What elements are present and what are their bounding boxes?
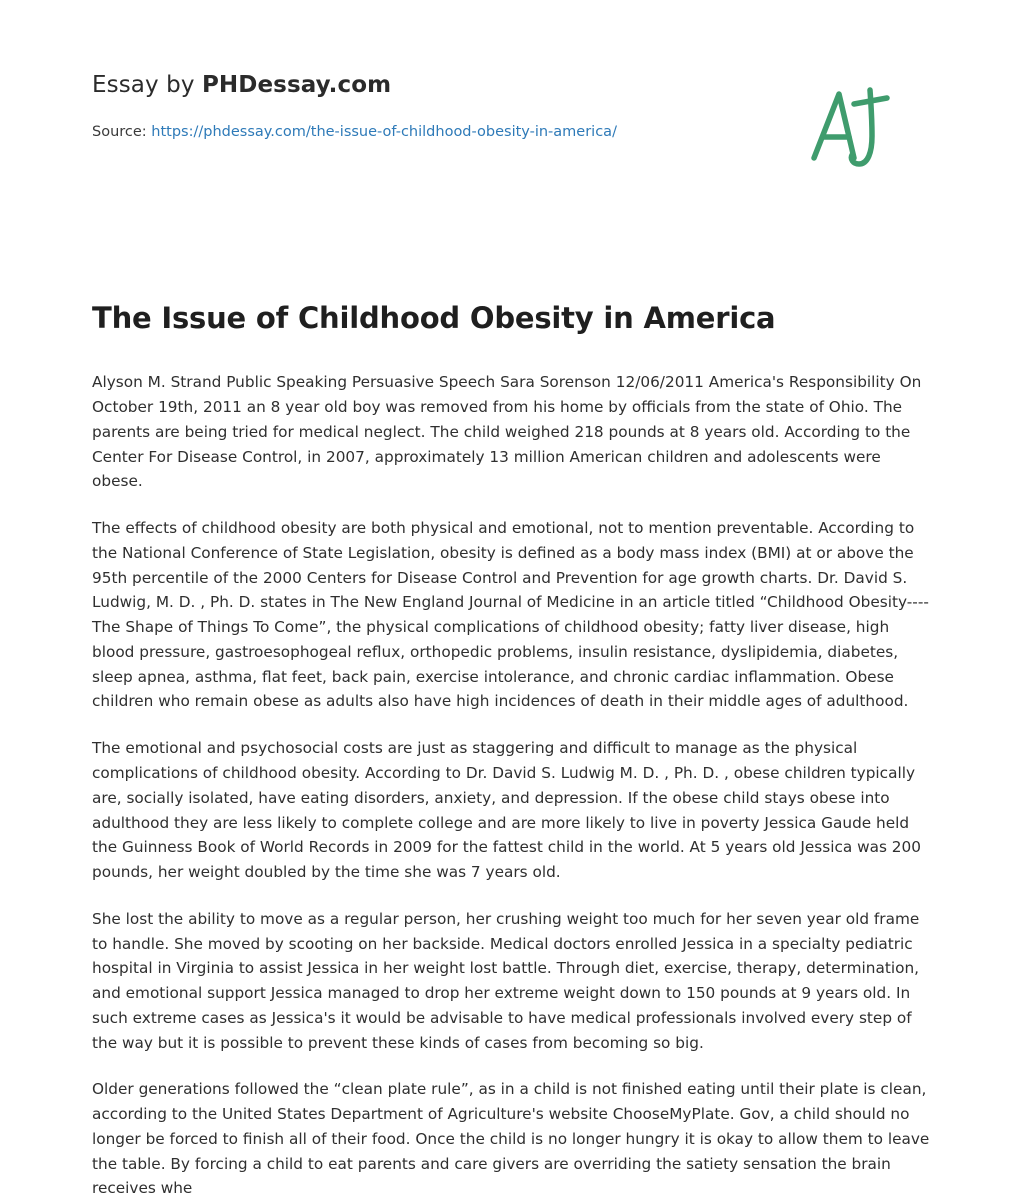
- source-label: Source:: [92, 124, 152, 140]
- brand-essay-label: Essay: [92, 72, 159, 98]
- document-header: [92, 72, 932, 192]
- phdessay-monogram-icon: [792, 74, 902, 184]
- brand-by-label: by: [158, 72, 202, 98]
- brand-site-label: PHDessay.com: [201, 72, 392, 98]
- paragraph: She lost the ability to move as a regular person, her crushing weight too much for her seven year old frame to handle. She moved by scooting on her backside. Medical doctors enrolled Jessica in a specialty pediatric hospital in Virginia to assist Jessica in her weight lost battle. Through diet, exercise, therapy, determination, and emotional support Jessica managed to drop her extreme weight down to 150 pounds at 9 years old. In such extreme cases as Jessica's it would be advisable to have medical professionals involved every step of the way but it is possible to prevent these kinds of cases from becoming so big.: [92, 909, 920, 1052]
- paragraph: The effects of childhood obesity are both physical and emotional, not to mention preventable. According to the National Conference of State Legislation, obesity is defined as a body mass index (BMI) at or above the 95th percentile of the 2000 Centers for Disease Control and Prevention for age growth charts. Dr. David S. Ludwig, M. D. , Ph. D. states in The New England Journal of Medicine in an article titled “Childhood Obesity---- The Shape of Things To Come”, the physical complications of childhood obesity; fatty liver disease, high blood pressure, gastroesophogeal reflux, orthopedic problems, insulin resistance, dyslipidemia, diabetes, sleep apnea, asthma, flat feet, back pain, exercise intolerance, and chronic cardiac inflammation. Obese children who remain obese as adults also have high incidences of death in their middle ages of adulthood.: [92, 519, 929, 711]
- page-title: The Issue of Childhood Obesity in America: [92, 301, 776, 335]
- article-body: [92, 370, 932, 1201]
- source-url-link[interactable]: https://phdessay.com/the-issue-of-childhood-obesity-in-america/: [151, 124, 617, 140]
- paragraph: The emotional and psychosocial costs are just as staggering and difficult to manage as the physical complications of childhood obesity. According to Dr. David S. Ludwig M. D. , Ph. D. , obese children typically are, socially isolated, have eating disorders, anxiety, and depression. If the obese child stays obese into adulthood they are less likely to complete college and are more likely to live in poverty Jessica Gaude held the Guinness Book of World Records in 2009 for the fattest child in the world. At 5 years old Jessica was 200 pounds, her weight doubled by the time she was 7 years old.: [92, 739, 922, 882]
- paragraph: Alyson M. Strand Public Speaking Persuasive Speech Sara Sorenson 12/06/2011 America's Responsibility On October 19th, 2011 an 8 year old boy was removed from his home by officials from the state of Ohio. The parents are being tried for medical neglect. The child weighed 218 pounds at 8 years old. According to the Center For Disease Control, in 2007, approximately 13 million American children and adolescents were obese.: [92, 373, 922, 491]
- paragraph: Older generations followed the “clean plate rule”, as in a child is not finished eating until their plate is clean, according to the United States Department of Agriculture's website ChooseMyPlate. Gov, a child should no longer be forced to finish all of their food. Once the child is no longer hungry it is okay to allow them to leave the table. By forcing a child to eat parents and care givers are overriding the satiety sensation the brain receives whe: [92, 1080, 930, 1198]
